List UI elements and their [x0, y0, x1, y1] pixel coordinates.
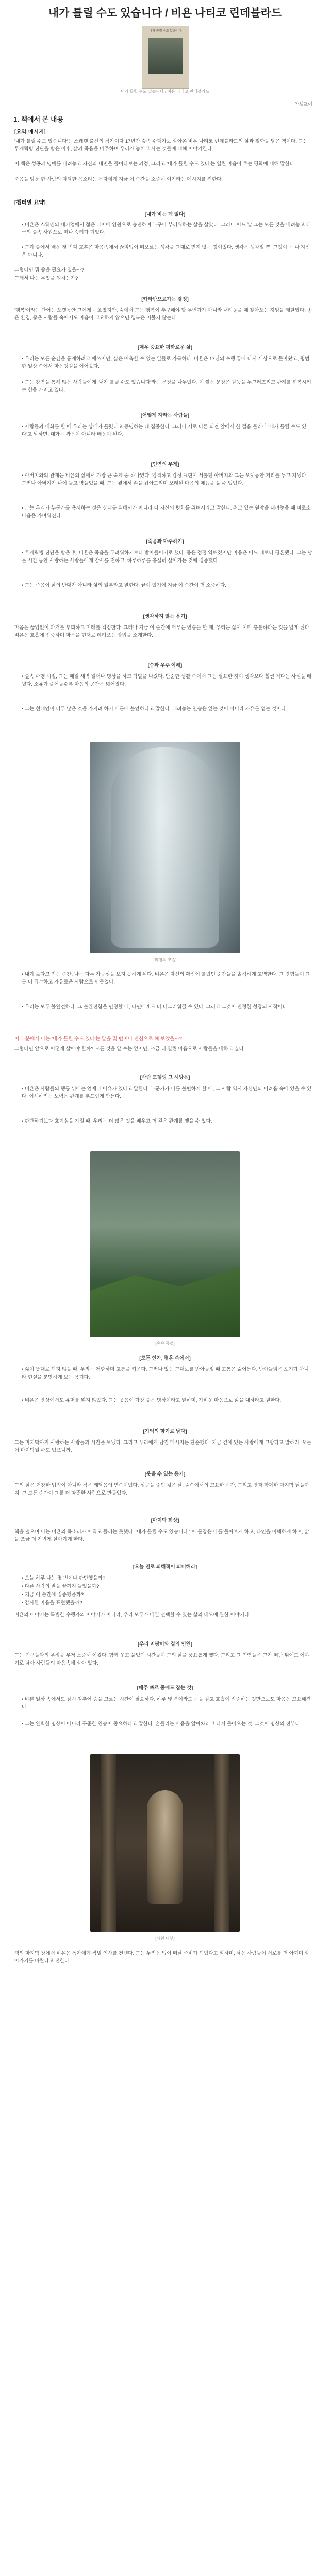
chapter-text: • 그가 숲에서 배운 첫 번째 교훈은 마음속에서 끊임없이 떠오르는 생각을 그대로 믿지 않는 것이었다. 생각은 생각일 뿐, 그것이 곧 나 자신은 아니다. — [22, 244, 314, 259]
chapter-text: 그는 친구들과의 우정을 무척 소중히 여겼다. 함께 웃고 울었던 시간들이 그의 삶을 풍요롭게 했다. 그리고 그 인연들은 그가 떠난 뒤에도 이야기로 남아 사람들의 마음속에 살아 있다. — [14, 1653, 309, 1666]
chapter-text: • 그는 우리가 누군가를 용서하는 것은 상대를 위해서가 아니라 나 자신의 평화를 위해서라고 말한다. 쥐고 있는 원망을 내려놓을 때 비로소 마음은 가벼워진다. — [22, 505, 314, 520]
chapter-text: 마음은 끊임없이 과거를 후회하고 미래를 걱정한다. 그러나 지금 이 순간에 머무는 연습을 할 때, 우리는 삶이 이미 충분하다는 것을 알게 된다. 비욘은 호흡에 집중하며 마음을 현재로 데려오는 방법을 소개한다. — [14, 625, 311, 638]
pillar-shape — [214, 1754, 229, 1932]
temple-statue-photo — [90, 1754, 240, 1932]
chapter-text: • 숲속 수행 시절, 그는 매일 새벽 일어나 명상을 하고 탁발을 나갔다. 단순한 생활 속에서 그는 필요한 것이 생각보다 훨씬 적다는 사실을 배웠다. 소유가 줄어들수록 마음의 공간은 넓어졌다. — [22, 673, 314, 688]
chapter-text: 그의 삶은 거창한 업적이 아니라 작은 깨달음의 연속이었다. 성공을 좇던 젊은 날, 숲속에서의 고요한 시간, 그리고 병과 함께한 마지막 날들까지. 그 모든 순간이 그를 더 따뜻한 사람으로 만들었다. — [14, 1483, 309, 1496]
tank-shape — [111, 747, 219, 948]
chapter-title: [오늘 진로 의해적이 의미해라] — [133, 1564, 197, 1570]
statue-shape — [147, 1790, 183, 1904]
chapter-text: 비욘의 이야기는 특별한 수행자의 이야기가 아니라, 우리 모두가 매일 선택할 수 있는 삶의 태도에 관한 이야기다. — [14, 1612, 251, 1618]
chapter-text: • 그는 완벽한 명상이 아니라 꾸준한 연습이 중요하다고 말한다. 흔들리는 마음을 알아차리고 다시 돌아오는 것, 그것이 명상의 전부다. — [22, 1721, 314, 1728]
checklist-item: • 감사한 마음을 표현했을까? — [22, 1600, 314, 1607]
forest-landscape-photo — [90, 1151, 240, 1337]
chapter-title: [숨과 우주 이해] — [147, 663, 183, 668]
chapter-text: • 우리는 모두 불완전하다. 그 불완전함을 인정할 때, 타인에게도 더 너그러워질 수 있다. 그리고 그것이 진정한 성장의 시작이다. — [22, 1004, 314, 1011]
chapter-title: [웃을 수 있는 용기] — [144, 1471, 186, 1477]
photo-caption: [위험의 모습] — [153, 958, 177, 962]
hill-shape — [90, 1260, 240, 1337]
chapter-text: • 판단하기보다 호기심을 가질 때, 우리는 더 많은 것을 배우고 더 깊은 관계를 맺을 수 있다. — [22, 1118, 314, 1126]
pillar-shape — [101, 1754, 116, 1932]
book-cover-title: 내가 틀릴 수도 있습니다 — [149, 30, 182, 33]
chapter-title: [마지막 회상] — [151, 1518, 179, 1523]
chapter-title: [사람 모델링 그 시방은] — [140, 1075, 190, 1080]
book-cover-art — [148, 38, 183, 74]
section-heading-1: 1. 책에서 본 내용 — [13, 115, 64, 123]
chapter-title: [어떻게 자라는 사람들] — [140, 413, 190, 418]
chapter-title: [내가 비는 게 없다] — [144, 212, 186, 217]
book-cover-image — [142, 26, 189, 89]
chapter-text: 그래서 나는 무엇을 원하는가? — [14, 276, 78, 281]
chapter-title: [카라반으로가는 결정] — [141, 297, 189, 302]
author-byline: 안셀프이 — [294, 101, 312, 107]
chapter-text: • 삶이 뜻대로 되지 않을 때, 우리는 저항하며 고통을 키운다. 그러나 있는 그대로를 받아들일 때 고통은 줄어든다. 받아들임은 포기가 아니라 현실을 분명하게 보는 용기다. — [22, 1366, 314, 1381]
chapter-text: 그는 마지막까지 사랑하는 사람들과 시간을 보냈다. 그리고 우리에게 남긴 메시지는 단순했다. 지금 곁에 있는 사람에게 고맙다고 말하라. 오늘이 마지막일 수도 있으니까. — [14, 1440, 311, 1453]
summary-paragraph: 죽음을 앞둔 한 사람의 담담한 목소리는 독자에게 지금 이 순간을 소중히 여기라는 메시지를 전한다. — [14, 177, 223, 182]
water-tank-photo — [90, 742, 240, 953]
chapter-text: • 바쁜 일상 속에서도 잠시 멈추어 숨을 고르는 시간이 필요하다. 하루 몇 분이라도 눈을 감고 호흡에 집중하는 것만으로도 마음은 고요해진다. — [22, 1696, 314, 1711]
chapter-title: [생각하지 않는 용기] — [143, 614, 187, 619]
chapter-text: • 비욘은 병상에서도 유머를 잃지 않았다. 그는 웃음이 가장 좋은 명상이라고 말하며, 가벼운 마음으로 삶을 대하라고 권한다. — [22, 1397, 314, 1405]
chapter-text: 그렇다면 뭐 좋을 필요가 있을까? — [14, 267, 85, 273]
chapter-text: • 내가 옳다고 믿는 순간, 나는 다른 가능성을 보지 못하게 된다. 비욘은 자신의 확신이 틀렸던 순간들을 솔직하게 고백한다. 그 경험들이 그를 더 겸손하고 자유로운 사람으로 만들었다. — [22, 971, 314, 986]
summary-paragraph: 이 책은 성공과 명예를 내려놓고 자신의 내면을 들여다보는 과정, 그리고 '내가 틀릴 수도 있다'는 열린 마음이 주는 평화에 대해 말한다. — [14, 161, 296, 167]
chapters-heading: [챕터별 요약] — [14, 199, 46, 206]
photo-caption: [숲속 풍경] — [155, 1341, 175, 1346]
chapter-title: [매주 빠르 중에도 잡는 것] — [137, 1685, 193, 1691]
reflection-answer: 그렇다면 앞으로 어떻게 살아야 할까? 모든 것을 알 수는 없지만, 조금 더 열린 마음으로 사람들을 대하고 싶다. — [14, 1046, 245, 1052]
chapter-text: • 비욘은 사람들의 행동 뒤에는 언제나 이유가 있다고 말한다. 누군가가 나를 불편하게 할 때, 그 사람 역시 자신만의 어려움 속에 있을 수 있다. 이해하려는 노력은 관계를 부드럽게 만든다. — [22, 1086, 314, 1100]
chapter-text: • 그는 죽음이 삶의 반대가 아니라 삶의 일부라고 말한다. 끝이 있기에 지금 이 순간이 더 소중하다. — [22, 582, 314, 590]
chapter-text: • 사람들과 대화를 할 때 우리는 상대가 틀렸다고 증명하는 데 집중한다. 그러나 서로 다른 의견 앞에서 한 걸음 물러나 '내가 틀릴 수도 있다'고 말하면, 대화는 싸움이 아니라 배움이 된다. — [22, 423, 314, 438]
chapter-text: 책을 덮으며 나는 비욘의 목소리가 아직도 들리는 듯했다. '내가 틀릴 수도 있습니다.' 이 문장은 나를 돌아보게 하고, 타인을 이해하게 하며, 삶을 조금 더 가볍게 살아가게 한다. — [14, 1529, 309, 1543]
chapter-text: 책의 마지막 장에서 비욘은 독자에게 작별 인사를 건넨다. 그는 두려움 없이 떠날 준비가 되었다고 말하며, 남은 사람들이 서로를 더 아끼며 살아가기를 바란다고 전한다. — [14, 1951, 309, 1964]
book-cover-caption: 내가 틀릴 수도 있습니다 / 비욘 나티코 린데블라드 — [120, 89, 210, 94]
chapter-text: • 우리는 모든 순간을 통제하려고 애쓰지만, 삶은 예측할 수 없는 일들로 가득하다. 비욘은 17년의 수행 끝에 다시 세상으로 돌아왔고, 평범한 일상 속에서 마음챙김을 이어갔다. — [22, 355, 314, 370]
chapter-title: [인연의 무게] — [151, 462, 179, 467]
chapter-text: • 비욘은 스웨덴의 대기업에서 젊은 나이에 임원으로 승진하며 누구나 부러워하는 삶을 살았다. 그러나 어느 날 그는 모든 것을 내려놓고 태국의 숲속 사원으로 떠나 승려가 되었다. — [22, 222, 314, 236]
chapter-text: '행복'이라는 단어는 오랫동안 그에게 목표였지만, 숲에서 그는 행복이 추구해야 할 무언가가 아니라 내려놓을 때 찾아오는 것임을 깨달았다. 좋은 환경, 좋은 사람들 속에서도 마음이 고요하지 않으면 행복은 머물지 않는다. — [14, 308, 312, 321]
chapter-title: [죽음과 마주하기] — [146, 539, 184, 545]
summary-heading: [요약 메시지] — [14, 129, 46, 135]
chapter-text: • 루게릭병 진단을 받은 후, 비욘은 죽음을 두려워하기보다 받아들이기로 했다. 몸은 점점 약해졌지만 마음은 어느 때보다 평온했다. 그는 남은 시간 동안 사랑하는 사람들에게 감사를 전하고, 하루하루를 충실히 살아가는 것에 집중했다. — [22, 550, 314, 565]
checklist-item: • 오늘 하루 나는 몇 번이나 판단했을까? — [22, 1575, 314, 1583]
checklist-item: • 다른 사람의 말을 끝까지 들었을까? — [22, 1583, 314, 1591]
chapter-title: [기억의 향기로 남다] — [143, 1429, 187, 1434]
chapter-text: • 그는 현대인이 너무 많은 것을 가지려 하기 때문에 불안하다고 말한다. 내려놓는 연습은 잃는 것이 아니라 자유를 얻는 것이다. — [22, 706, 314, 714]
reflection-question: 이 부분에서 나는 '내가 틀릴 수도 있다'는 말을 몇 번이나 진심으로 해 보았을까? — [14, 1036, 183, 1042]
checklist-item: • 지금 이 순간에 집중했을까? — [22, 1591, 314, 1599]
chapter-title: [모든 인가, 평온 속에서] — [139, 1355, 191, 1361]
summary-paragraph: '내가 틀릴 수도 있습니다'는 스웨덴 출신의 작가이자 17년간 숲속 수행자로 살아온 비욘 나티코 린데블라드의 삶과 철학을 담은 책이다. 그는 루게릭병 진단을 받은 이후, 삶과 죽음을 마주하며 우리가 놓치고 사는 것들에 대해 이야기한다. — [14, 139, 308, 152]
chapter-title: [우리 지팡이와 곁의 인연] — [137, 1641, 193, 1647]
post-title: 내가 틀릴 수도 있습니다 / 비욘 나티코 린데블라드 — [48, 7, 282, 19]
photo-caption: [사원 내부] — [155, 1936, 175, 1941]
chapter-text: • 아버지와의 관계는 비욘의 삶에서 가장 큰 숙제 중 하나였다. 엄격하고 감정 표현이 서툴던 아버지와 그는 오랫동안 거리를 두고 지냈다. 그러나 아버지가 나이 들고 병들었을 때, 그는 곁에서 손을 잡아드리며 오래된 마음의 매듭을 풀 수 있었다. — [22, 472, 314, 487]
chapter-text: • 그는 강연을 통해 많은 사람들에게 '내가 틀릴 수도 있습니다'라는 문장을 나누었다. 이 짧은 문장은 갈등을 누그러뜨리고 관계를 회복시키는 힘을 가지고 있다. — [22, 379, 314, 394]
chapter-title: [매우 중요한 평화로운 삶] — [137, 345, 193, 350]
